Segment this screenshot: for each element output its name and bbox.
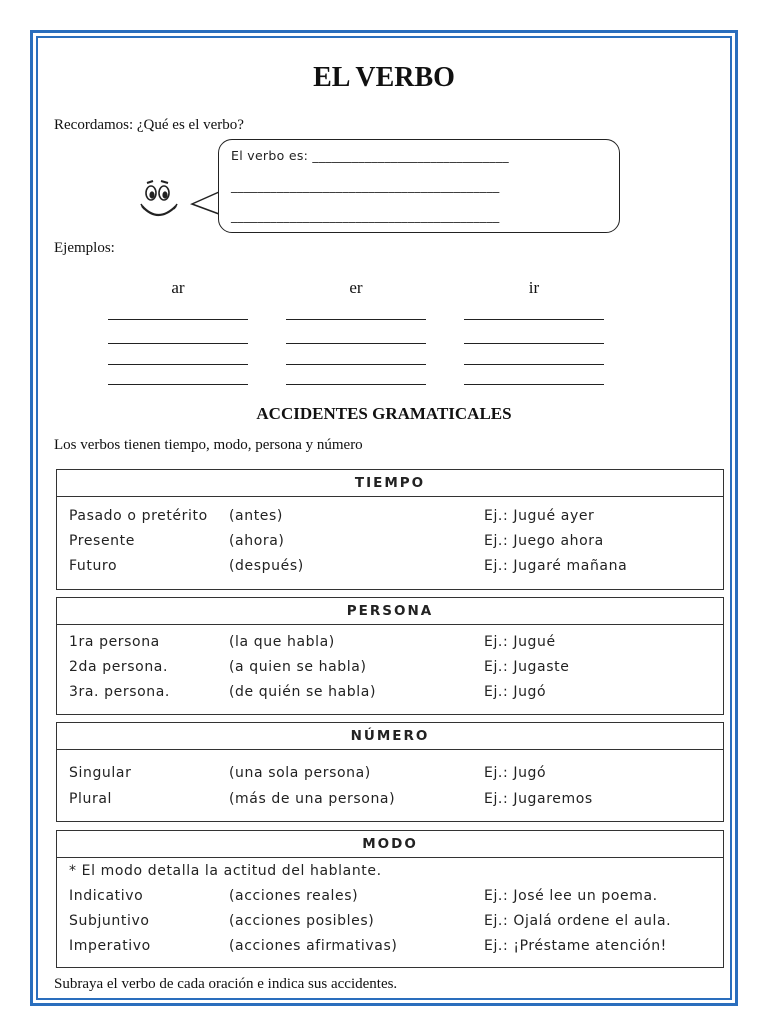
blank-line bbox=[108, 319, 248, 320]
modo-header: MODO bbox=[57, 831, 723, 858]
table-row bbox=[69, 634, 715, 656]
blank-line bbox=[464, 319, 604, 320]
row-example: Ej.: Jugó bbox=[484, 684, 547, 700]
row-term: 1ra persona bbox=[69, 634, 160, 650]
table-row bbox=[69, 913, 715, 935]
row-example: Ej.: Jugué bbox=[484, 634, 556, 650]
speech-bubble-tail bbox=[190, 190, 220, 216]
footer-instruction: Subraya el verbo de cada oración e indica sus accidentes. bbox=[54, 976, 398, 992]
row-desc: (una sola persona) bbox=[229, 765, 371, 781]
modo-box bbox=[56, 830, 724, 968]
ejemplos-label: Ejemplos: bbox=[54, 240, 115, 256]
table-row bbox=[69, 558, 715, 580]
row-example: Ej.: ¡Préstame atención! bbox=[484, 938, 667, 954]
row-term: Subjuntivo bbox=[69, 913, 150, 929]
speech-bubble bbox=[218, 139, 620, 233]
table-row bbox=[69, 659, 715, 681]
tiempo-header: TIEMPO bbox=[57, 470, 723, 497]
row-desc: (acciones afirmativas) bbox=[229, 938, 398, 954]
row-example: Ej.: Jugaste bbox=[484, 659, 570, 675]
row-term: Singular bbox=[69, 765, 132, 781]
row-example: Ej.: Jugó bbox=[484, 765, 547, 781]
persona-header: PERSONA bbox=[57, 598, 723, 625]
bubble-line-1: El verbo es: ______________________________ bbox=[231, 148, 509, 163]
row-term: Plural bbox=[69, 791, 113, 807]
modo-note: * El modo detalla la actitud del hablante. bbox=[69, 863, 382, 879]
column-er: er bbox=[349, 278, 363, 297]
row-example: Ej.: José lee un poema. bbox=[484, 888, 658, 904]
row-term: Presente bbox=[69, 533, 135, 549]
blank-line bbox=[464, 384, 604, 385]
row-term: 3ra. persona. bbox=[69, 684, 170, 700]
row-example: Ej.: Jugué ayer bbox=[484, 508, 595, 524]
blank-line bbox=[286, 343, 426, 344]
recordamos-question: Recordamos: ¿Qué es el verbo? bbox=[54, 117, 244, 133]
table-row bbox=[69, 765, 715, 787]
numero-box bbox=[56, 722, 724, 822]
row-desc: (después) bbox=[229, 558, 304, 574]
bubble-line-2: _________________________________________ bbox=[231, 178, 500, 193]
table-row bbox=[69, 888, 715, 910]
column-ir: ir bbox=[528, 278, 540, 297]
table-row bbox=[69, 533, 715, 555]
table-row bbox=[69, 791, 715, 813]
row-example: Ej.: Jugaré mañana bbox=[484, 558, 628, 574]
smiley-face-icon bbox=[138, 176, 190, 228]
row-desc: (de quién se habla) bbox=[229, 684, 377, 700]
row-example: Ej.: Jugaremos bbox=[484, 791, 593, 807]
bubble-line-3: _________________________________________ bbox=[231, 208, 500, 223]
numero-header: NÚMERO bbox=[57, 723, 723, 750]
blank-line bbox=[286, 319, 426, 320]
row-example: Ej.: Juego ahora bbox=[484, 533, 604, 549]
blank-line bbox=[108, 364, 248, 365]
blank-line bbox=[108, 343, 248, 344]
blank-line bbox=[464, 343, 604, 344]
row-desc: (la que habla) bbox=[229, 634, 335, 650]
row-term: Imperativo bbox=[69, 938, 151, 954]
row-term: 2da persona. bbox=[69, 659, 169, 675]
blank-line bbox=[108, 384, 248, 385]
table-row bbox=[69, 938, 715, 960]
row-term: Futuro bbox=[69, 558, 118, 574]
table-row bbox=[69, 508, 715, 530]
column-ar: ar bbox=[171, 278, 185, 297]
blank-line bbox=[286, 384, 426, 385]
tiempo-box bbox=[56, 469, 724, 590]
row-desc: (acciones reales) bbox=[229, 888, 359, 904]
row-desc: (ahora) bbox=[229, 533, 285, 549]
row-desc: (antes) bbox=[229, 508, 283, 524]
row-term: Indicativo bbox=[69, 888, 144, 904]
blank-line bbox=[286, 364, 426, 365]
blank-line bbox=[464, 364, 604, 365]
section-title: ACCIDENTES GRAMATICALES bbox=[256, 404, 512, 423]
row-desc: (más de una persona) bbox=[229, 791, 396, 807]
row-desc: (a quien se habla) bbox=[229, 659, 367, 675]
persona-box bbox=[56, 597, 724, 715]
row-desc: (acciones posibles) bbox=[229, 913, 375, 929]
row-example: Ej.: Ojalá ordene el aula. bbox=[484, 913, 672, 929]
intro-text: Los verbos tienen tiempo, modo, persona y número bbox=[54, 437, 363, 453]
row-term: Pasado o pretérito bbox=[69, 508, 208, 524]
page-title: EL VERBO bbox=[313, 62, 455, 93]
table-row bbox=[69, 684, 715, 706]
